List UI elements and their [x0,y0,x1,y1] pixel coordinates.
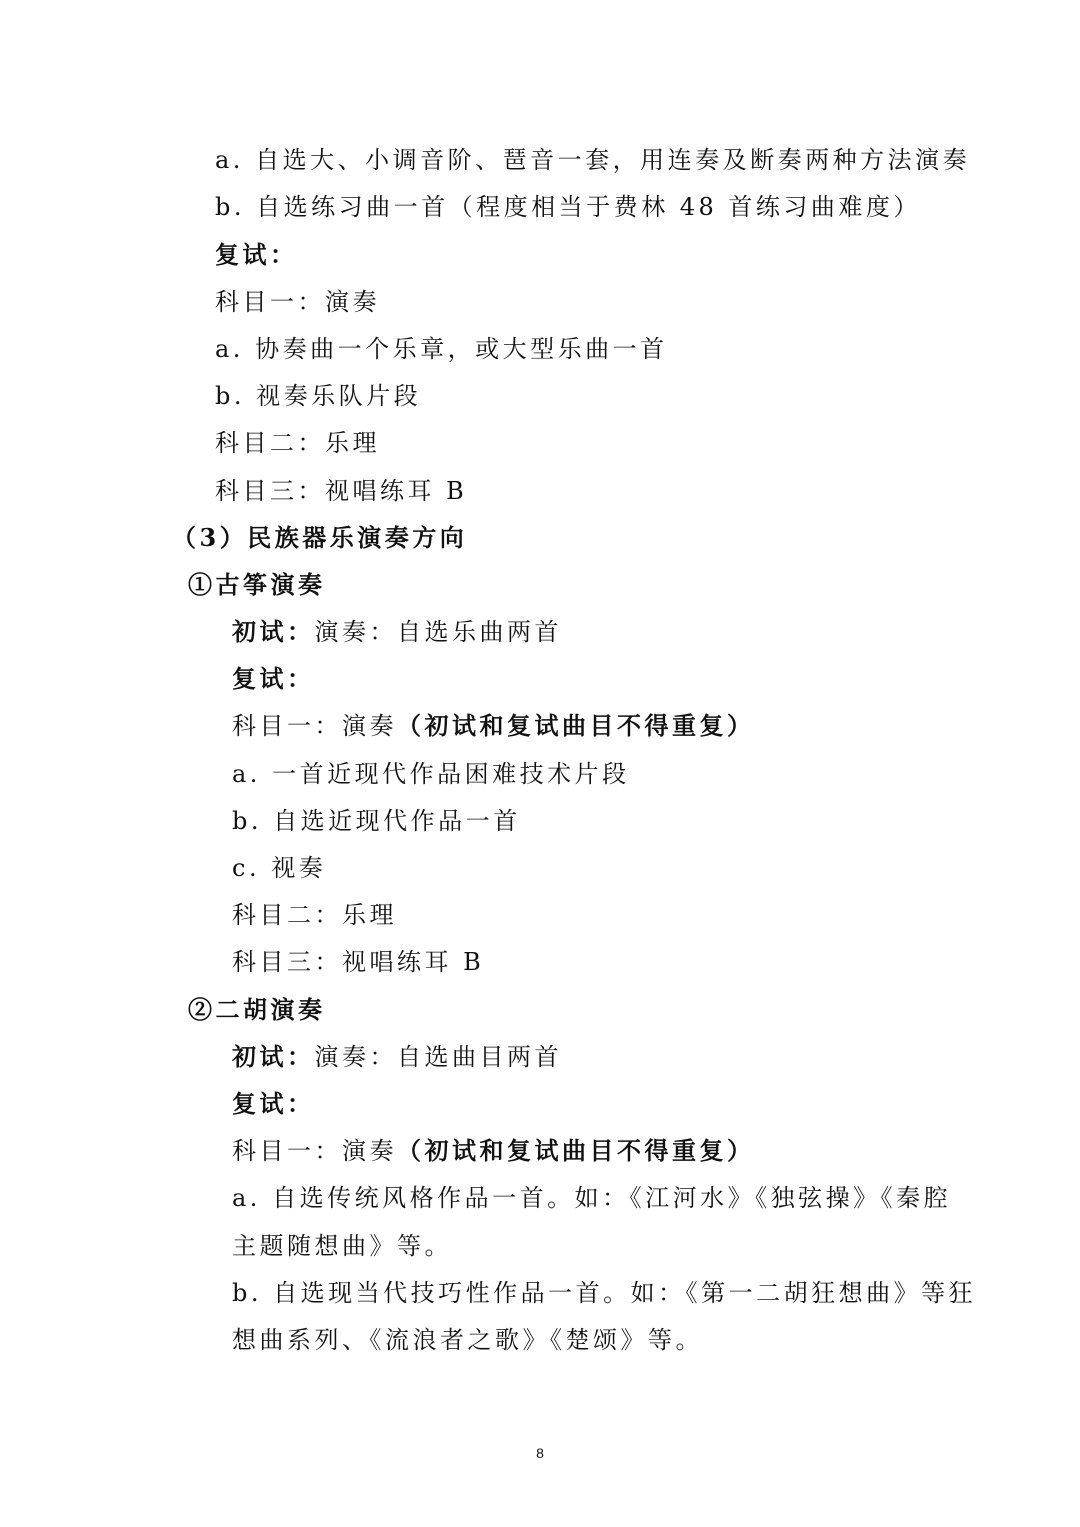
exam-text: 演奏：自选乐曲两首 [314,618,562,646]
text-line [232,1136,755,1166]
text-line: a. 自选传统风格作品一首。如：《江河水》《独弦操》《秦腔 [232,1184,952,1212]
subsection-heading: ①古筝演奏 [188,570,326,599]
subject-note: （初试和复试曲目不得重复） [397,1136,755,1165]
text-line: c. 视奏 [232,854,327,882]
text-line [232,617,562,647]
subject-note: （初试和复试曲目不得重复） [397,711,755,740]
text-line: b. 自选现当代技巧性作品一首。如：《第一二胡狂想曲》等狂 [232,1279,977,1307]
text-line: b. 视奏乐队片段 [215,382,422,410]
text-line [232,711,755,741]
subject-label: 科目一：演奏 [232,712,397,740]
text-line [232,1042,562,1072]
exam-label: 初试： [232,617,315,646]
text-line: 科目一：演奏 [215,288,380,316]
text-line: b. 自选练习曲一首（程度相当于费林 48 首练习曲难度） [215,193,921,221]
subheading: 复试： [215,240,298,269]
text-line: 想曲系列、《流浪者之歌》《楚颂》等。 [232,1326,703,1354]
text-line: 科目二：乐理 [215,429,380,457]
section-heading: （3）民族器乐演奏方向 [172,523,468,552]
page-number: 8 [536,1445,544,1461]
exam-text: 演奏：自选曲目两首 [314,1043,562,1071]
subsection-heading: ②二胡演奏 [188,995,326,1024]
text-line: b. 自选近现代作品一首 [232,807,521,835]
text-line: 科目三：视唱练耳 B [215,477,468,505]
text-line: a. 一首近现代作品困难技术片段 [232,760,630,788]
text-line: 主题随想曲》等。 [232,1232,452,1260]
text-line: a. 协奏曲一个乐章，或大型乐曲一首 [215,335,668,363]
subheading: 复试： [232,664,315,693]
exam-label: 初试： [232,1042,315,1071]
text-line: 科目三：视唱练耳 B [232,948,485,976]
text-line: 科目二：乐理 [232,901,397,929]
text-line: a. 自选大、小调音阶、琶音一套，用连奏及断奏两种方法演奏 [215,146,971,174]
subject-label: 科目一：演奏 [232,1137,397,1165]
subheading: 复试： [232,1089,315,1118]
